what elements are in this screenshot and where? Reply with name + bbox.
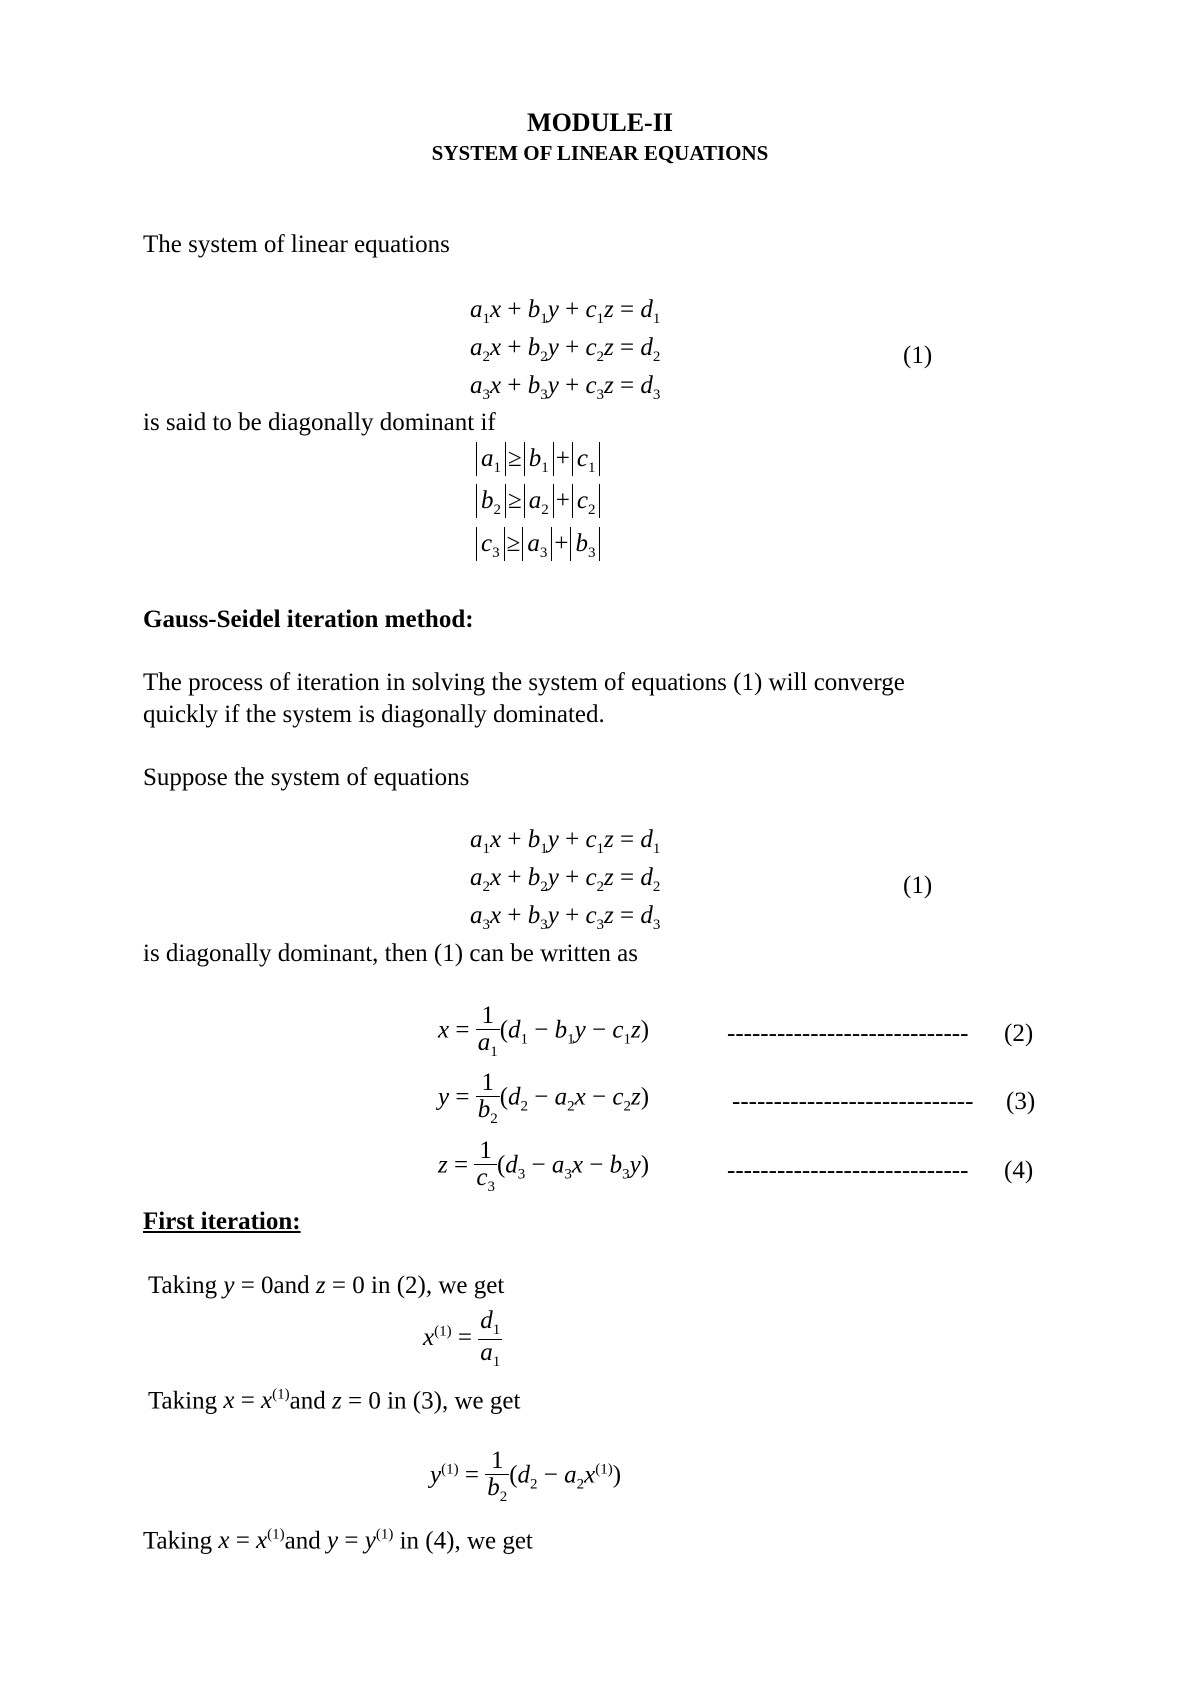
first-iteration-heading: First iteration:: [143, 1208, 301, 1235]
step2-suffix: in (3), we get: [387, 1387, 521, 1415]
step3-suffix: in (4), we get: [399, 1527, 533, 1555]
equation-label-2: (2): [1004, 1020, 1034, 1047]
equation-1a: $a_1x + b_1y + c_1z = d_1$: [470, 296, 661, 327]
equation-label-4: (4): [1004, 1157, 1034, 1184]
step2-text: Taking $x = x^{(1)}and$ z = 0 in (3), we get: [148, 1387, 521, 1415]
equation-2b: $a_2x + b_2y + c_2z = d_2$: [470, 864, 661, 895]
equation-label-1: (1): [903, 342, 933, 369]
gauss-seidel-p2: Suppose the system of equations: [143, 764, 470, 791]
dominance-3: $c_3 \ge a_3 + b_3$: [474, 527, 602, 561]
dominance-2: $b_2 \ge a_2 + c_2$: [474, 484, 602, 518]
step3-prefix: Taking: [143, 1527, 213, 1555]
formula-2-dashes: -----------------------------: [727, 1020, 969, 1047]
equation-label-1b: (1): [903, 872, 933, 899]
formula-3-dashes: -----------------------------: [732, 1088, 974, 1115]
step1-prefix: Taking: [148, 1272, 218, 1299]
step1-text: Taking y = 0and z = 0 in (2), we get: [148, 1272, 505, 1299]
equation-label-3: (3): [1006, 1088, 1036, 1115]
formula-x: x = $\frac{1}{a_1}$ $(d_1 - b_1y - c_1z)$: [438, 1002, 650, 1061]
gauss-seidel-p1-line2: quickly if the system is diagonally dominated.: [143, 701, 605, 728]
equation-1c: $a_3x + b_3y + c_3z = d_3$: [470, 372, 661, 403]
step2-prefix: Taking: [148, 1387, 218, 1415]
step1-mid: and: [273, 1272, 310, 1299]
module-title: MODULE-II: [527, 108, 673, 137]
result-y1: $y^{(1)}$ = $\frac{1}{b_2}$ $(d_2 - a_2x^{(1)})$: [430, 1447, 622, 1506]
step3-text: Taking $x = x^{(1)}and$ $y = y^{(1)}$ in (4), we get: [143, 1527, 533, 1555]
formula-y: y = $\frac{1}{b_2}$ $(d_2 - a_2x - c_2z)$: [438, 1069, 650, 1128]
step3-mid: and: [284, 1527, 321, 1555]
step2-mid: and: [289, 1387, 326, 1415]
intro-lead: The system of linear equations: [143, 231, 450, 258]
gauss-seidel-heading: Gauss-Seidel iteration method:: [143, 606, 474, 633]
dominance-1: $a_1 \ge b_1 + c_1$: [474, 442, 602, 476]
intro-after: is said to be diagonally dominant if: [143, 409, 496, 436]
equation-2a: $a_1x + b_1y + c_1z = d_1$: [470, 826, 661, 857]
gauss-seidel-p1-line1: The process of iteration in solving the system of equations (1) will converge: [143, 669, 905, 696]
gauss-seidel-after: is diagonally dominant, then (1) can be written as: [143, 940, 639, 967]
module-subtitle: SYSTEM OF LINEAR EQUATIONS: [431, 141, 769, 165]
step1-suffix: in (2), we get: [371, 1272, 505, 1299]
equation-2c: $a_3x + b_3y + c_3z = d_3$: [470, 902, 661, 933]
result-x1: $x^{(1)}$ = $\frac{d_1}{a_1}$: [423, 1307, 501, 1370]
formula-4-dashes: -----------------------------: [727, 1157, 969, 1184]
equation-1b: $a_2x + b_2y + c_2z = d_2$: [470, 334, 661, 365]
formula-z: z = $\frac{1}{c_3}$ $(d_3 - a_3x - b_3y)$: [438, 1137, 650, 1196]
